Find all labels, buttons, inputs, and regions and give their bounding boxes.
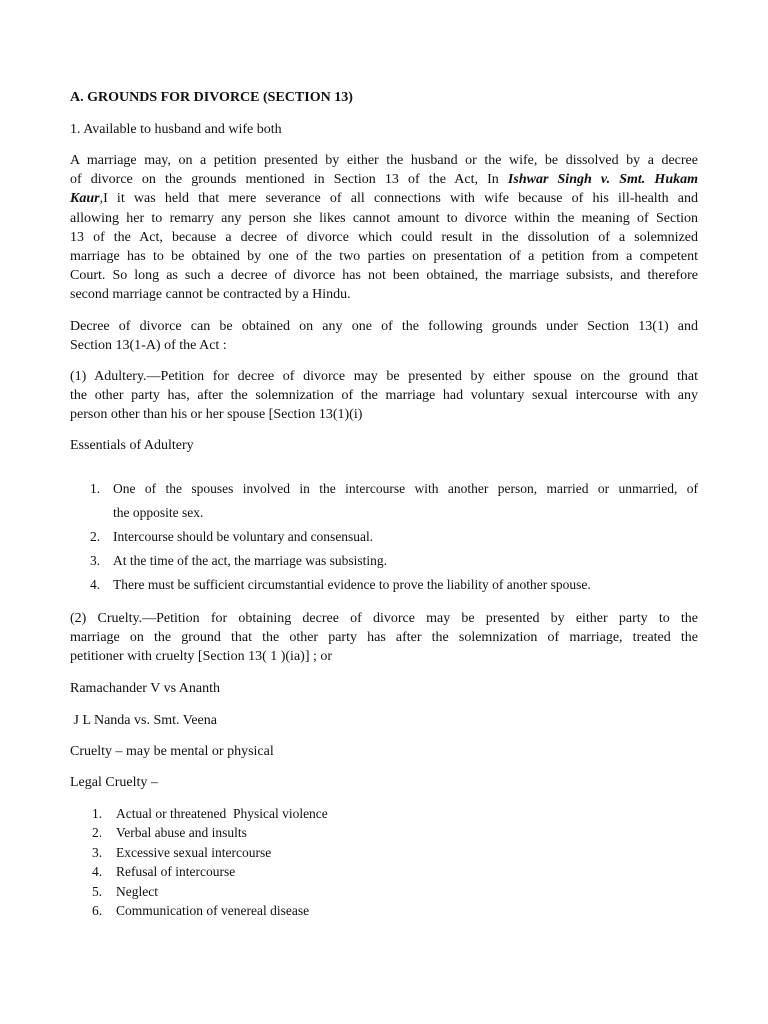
- list-text: Verbal abuse and insults: [116, 825, 247, 841]
- list-text: Intercourse should be voluntary and consensual.: [113, 529, 374, 544]
- case-name: Kaur: [70, 191, 100, 207]
- list-number: 4.: [92, 864, 103, 880]
- para1-line: A marriage may, on a petition presented by either the husband or the wife, be dissolved by a decree: [70, 153, 698, 168]
- legal-cruelty-title: Legal Cruelty –: [70, 775, 158, 790]
- list-number: 3.: [92, 844, 103, 860]
- list-number: 5.: [92, 883, 103, 899]
- paragraph-grounds-intro: [70, 317, 698, 355]
- list-item: [70, 823, 698, 842]
- para2-line: Decree of divorce can be obtained on any one of the following grounds under Section 13(1) and: [70, 319, 698, 334]
- para1-line: allowing her to remarry any person she likes cannot amount to divorce within the meaning of Section: [70, 210, 698, 226]
- para1-line: [70, 170, 698, 189]
- cruelty-line: petitioner with cruelty [Section 13( 1 )(ia)] ; or: [70, 649, 333, 665]
- list-item: [70, 843, 698, 862]
- cruelty-type: Cruelty – may be mental or physical: [70, 744, 274, 759]
- case-citation: J L Nanda vs. Smt. Veena: [70, 713, 217, 728]
- list-number: 4.: [90, 577, 101, 592]
- list-text: One of the spouses involved in the intercourse with another person, married or unmarried, of: [113, 481, 698, 496]
- list-number: 1.: [92, 806, 103, 821]
- para1-text: ,I it was held that mere severance of all connections with wife because of his ill-health and: [99, 191, 698, 207]
- essentials-list-container: [70, 477, 698, 597]
- list-text: At the time of the act, the marriage was subsisting.: [113, 553, 388, 568]
- list-item: [70, 901, 698, 920]
- para1-line: 13 of the Act, because a decree of divorce which could result in the dissolution of a solemnized: [70, 229, 698, 245]
- adultery-line: the other party has, after the solemnization of the marriage had voluntary sexual intercourse with any: [70, 388, 698, 404]
- list-text: Excessive sexual intercourse: [116, 844, 272, 860]
- para1-line: marriage has to be obtained by one of the two parties on presentation of a petition from a competent: [70, 249, 698, 265]
- list-number: 1.: [90, 481, 101, 496]
- legal-cruelty-list-container: [70, 804, 698, 920]
- paragraph-adultery: [70, 367, 698, 425]
- essentials-list: [70, 477, 698, 597]
- paragraph-cruelty: [70, 609, 698, 667]
- list-text: Neglect: [116, 883, 158, 899]
- case-name: Ishwar Singh v. Smt. Hukam: [507, 172, 698, 188]
- list-number: 3.: [90, 553, 101, 568]
- list-item: [70, 573, 698, 597]
- list-item: [70, 804, 698, 823]
- list-text: There must be sufficient circumstantial evidence to prove the liability of another spouse.: [113, 577, 591, 592]
- list-number: 2.: [92, 825, 103, 841]
- list-item: [70, 525, 698, 549]
- section-heading: A. GROUNDS FOR DIVORCE (SECTION 13): [70, 90, 353, 105]
- adultery-line: (1) Adultery.—Petition for decree of divorce may be presented by either spouse on the ground that: [70, 369, 698, 384]
- para1-line: [70, 189, 698, 208]
- list-number: 6.: [92, 903, 103, 919]
- list-text: the opposite sex.: [113, 505, 204, 520]
- cruelty-line: (2) Cruelty.—Petition for obtaining decree of divorce may be presented by either party to the: [70, 611, 698, 626]
- para1-line: Court. So long as such a decree of divorce has not been obtained, the marriage subsists, and therefore: [70, 268, 698, 284]
- list-item: [70, 477, 698, 525]
- case-citation: Ramachander V vs Ananth: [70, 681, 220, 696]
- essentials-title: Essentials of Adultery: [70, 438, 194, 453]
- paragraph-marriage-dissolution: [70, 151, 698, 305]
- adultery-line: person other than his or her spouse [Section 13(1)(i): [70, 407, 363, 423]
- para1-line: second marriage cannot be contracted by a Hindu.: [70, 287, 351, 303]
- legal-cruelty-list: [70, 804, 698, 920]
- para2-line: Section 13(1-A) of the Act :: [70, 338, 227, 354]
- list-text: Communication of venereal disease: [116, 903, 310, 919]
- list-text: Refusal of intercourse: [116, 864, 236, 880]
- list-item: [70, 549, 698, 573]
- list-number: 2.: [90, 529, 101, 544]
- subheading: 1. Available to husband and wife both: [70, 122, 282, 137]
- cruelty-line: marriage on the ground that the other party has after the solemnization of marriage, treated the: [70, 630, 698, 646]
- list-item: [70, 882, 698, 901]
- list-text: Actual or threatened Physical violence: [116, 806, 328, 821]
- para1-text: of divorce on the grounds mentioned in Section 13 of the Act, In: [70, 172, 508, 188]
- list-item: [70, 862, 698, 881]
